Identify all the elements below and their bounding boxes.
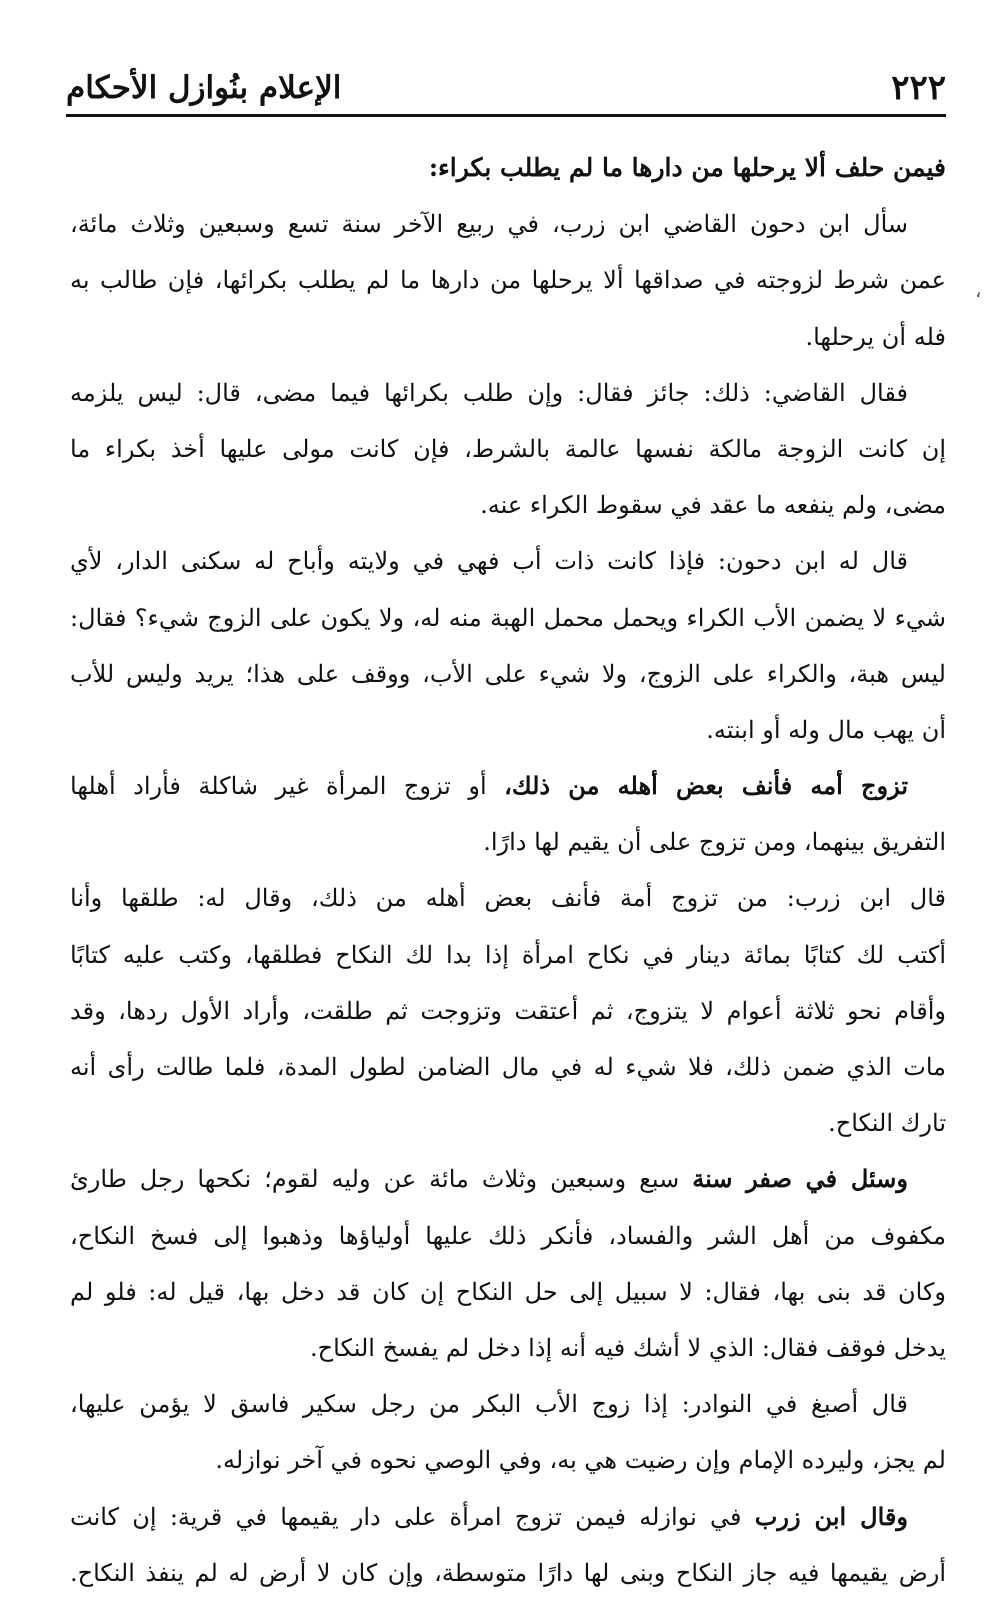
paragraph-line: لم يجز، وليرده الإمام وإن رضيت هي به، وفي الوصي نحوه في آخر نوازله.	[215, 1446, 946, 1475]
page-body	[70, 140, 946, 1601]
margin-mark: ،	[975, 278, 982, 302]
heading-bold: تزوج أمه فأنف بعض أهله من ذلك،	[504, 771, 909, 801]
paragraph-line: مضى، ولم ينفعه ما عقد في سقوط الكراء عنه.	[480, 491, 946, 520]
paragraph-line: مات الذي ضمن ذلك، فلا شيء له في مال الضامن لطول المدة، فلما طالت رأى أنه	[70, 1053, 946, 1081]
paragraph-line: شيء لا يضمن الأب الكراء ويحمل محمل الهبة منه له، ولا يكون على الزوج شيء؟ فقال:	[70, 603, 946, 632]
paragraph-line: التفريق بينهما، ومن تزوج على أن يقيم لها دارًا.	[483, 828, 946, 857]
lead-bold: وقال ابن زرب	[754, 1501, 908, 1531]
page-number: ٢٢٢	[891, 68, 946, 108]
paragraph-line: وكان قد بنى بها، فقال: لا سبيل إلى حل النكاح إن كان قد دخل بها، قيل له: فلو لم	[70, 1277, 946, 1306]
paragraph-line: سأل ابن دحون القاضي ابن زرب، في ربيع الآخر سنة تسع وسبعين وثلاث مائة،	[70, 210, 908, 239]
section-heading	[70, 758, 946, 814]
paragraph-line: قال ابن زرب: من تزوج أمة فأنف بعض أهله من ذلك، وقال له: طلقها وأنا	[70, 884, 946, 913]
paragraph-line	[70, 1489, 946, 1545]
lead-rest: سبع وسبعين وثلاث مائة عن وليه لقوم؛ نكحها رجل طارئ	[70, 1165, 693, 1194]
paragraph-line: تارك النكاح.	[828, 1109, 946, 1138]
paragraph-line: فقال القاضي: ذلك: جائز فقال: وإن طلب بكرائها فيما مضى، قال: ليس يلزمه	[70, 378, 908, 407]
paragraph-line: أرض يقيمها فيه جاز النكاح وبنى لها دارًا متوسطة، وإن كان لا أرض له لم ينفذ النكاح.	[70, 1558, 946, 1587]
paragraph-line: قال أصبغ في النوادر: إذا زوج الأب البكر من رجل سكير فاسق لا يؤمن عليها،	[70, 1390, 908, 1419]
lead-bold: وسئل في صفر سنة	[692, 1164, 908, 1194]
paragraph-line: مكفوف من أهل الشر والفساد، فأنكر ذلك عليها أولياؤها وذهبوا إلى فسخ النكاح،	[70, 1221, 946, 1250]
paragraph-line: قال له ابن دحون: فإذا كانت ذات أب فهي في ولايته وأباح له سكنى الدار، لأي	[70, 547, 908, 576]
paragraph-line: إن كانت الزوجة مالكة نفسها عالمة بالشرط، فإن كانت مولى عليها أخذ بكراء ما	[70, 434, 946, 463]
paragraph-line: يدخل فوقف فقال: الذي لا أشك فيه أنه إذا دخل لم يفسخ النكاح.	[310, 1333, 946, 1362]
paragraph-line: ليس هبة، والكراء على الزوج، ولا شيء على الأب، ووقف على هذا؛ يريد وليس للأب	[70, 659, 946, 688]
section-heading: فيمن حلف ألا يرحلها من دارها ما لم يطلب بكراء:	[428, 153, 946, 182]
running-header	[66, 58, 946, 117]
paragraph-line: أن يهب مال وله أو ابنته.	[706, 715, 946, 744]
paragraph-line	[70, 1151, 946, 1207]
lead-rest: في نوازله فيمن تزوج امرأة على دار يقيمها في قرية: إن كانت	[70, 1502, 755, 1531]
paragraph-line: وأقام نحو ثلاثة أعوام لا يتزوج، ثم أعتقت وتزوجت ثم طلقت، وأراد الأول ردها، وقد	[70, 996, 946, 1025]
paragraph-line: عمن شرط لزوجته في صداقها ألا يرحلها من دارها ما لم يطلب بكرائها، فإن طالب به	[70, 266, 946, 295]
book-title: الإعلام بنُوازل الأحكام	[66, 70, 342, 106]
paragraph-line: أكتب لك كتابًا بمائة دينار في نكاح امرأة إذا بدا لك النكاح فطلقها، وكتب عليه كتابًا	[70, 940, 946, 969]
heading-rest: أو تزوج المرأة غير شاكلة فأراد أهلها	[70, 772, 505, 801]
paragraph-line: فله أن يرحلها.	[805, 322, 946, 351]
